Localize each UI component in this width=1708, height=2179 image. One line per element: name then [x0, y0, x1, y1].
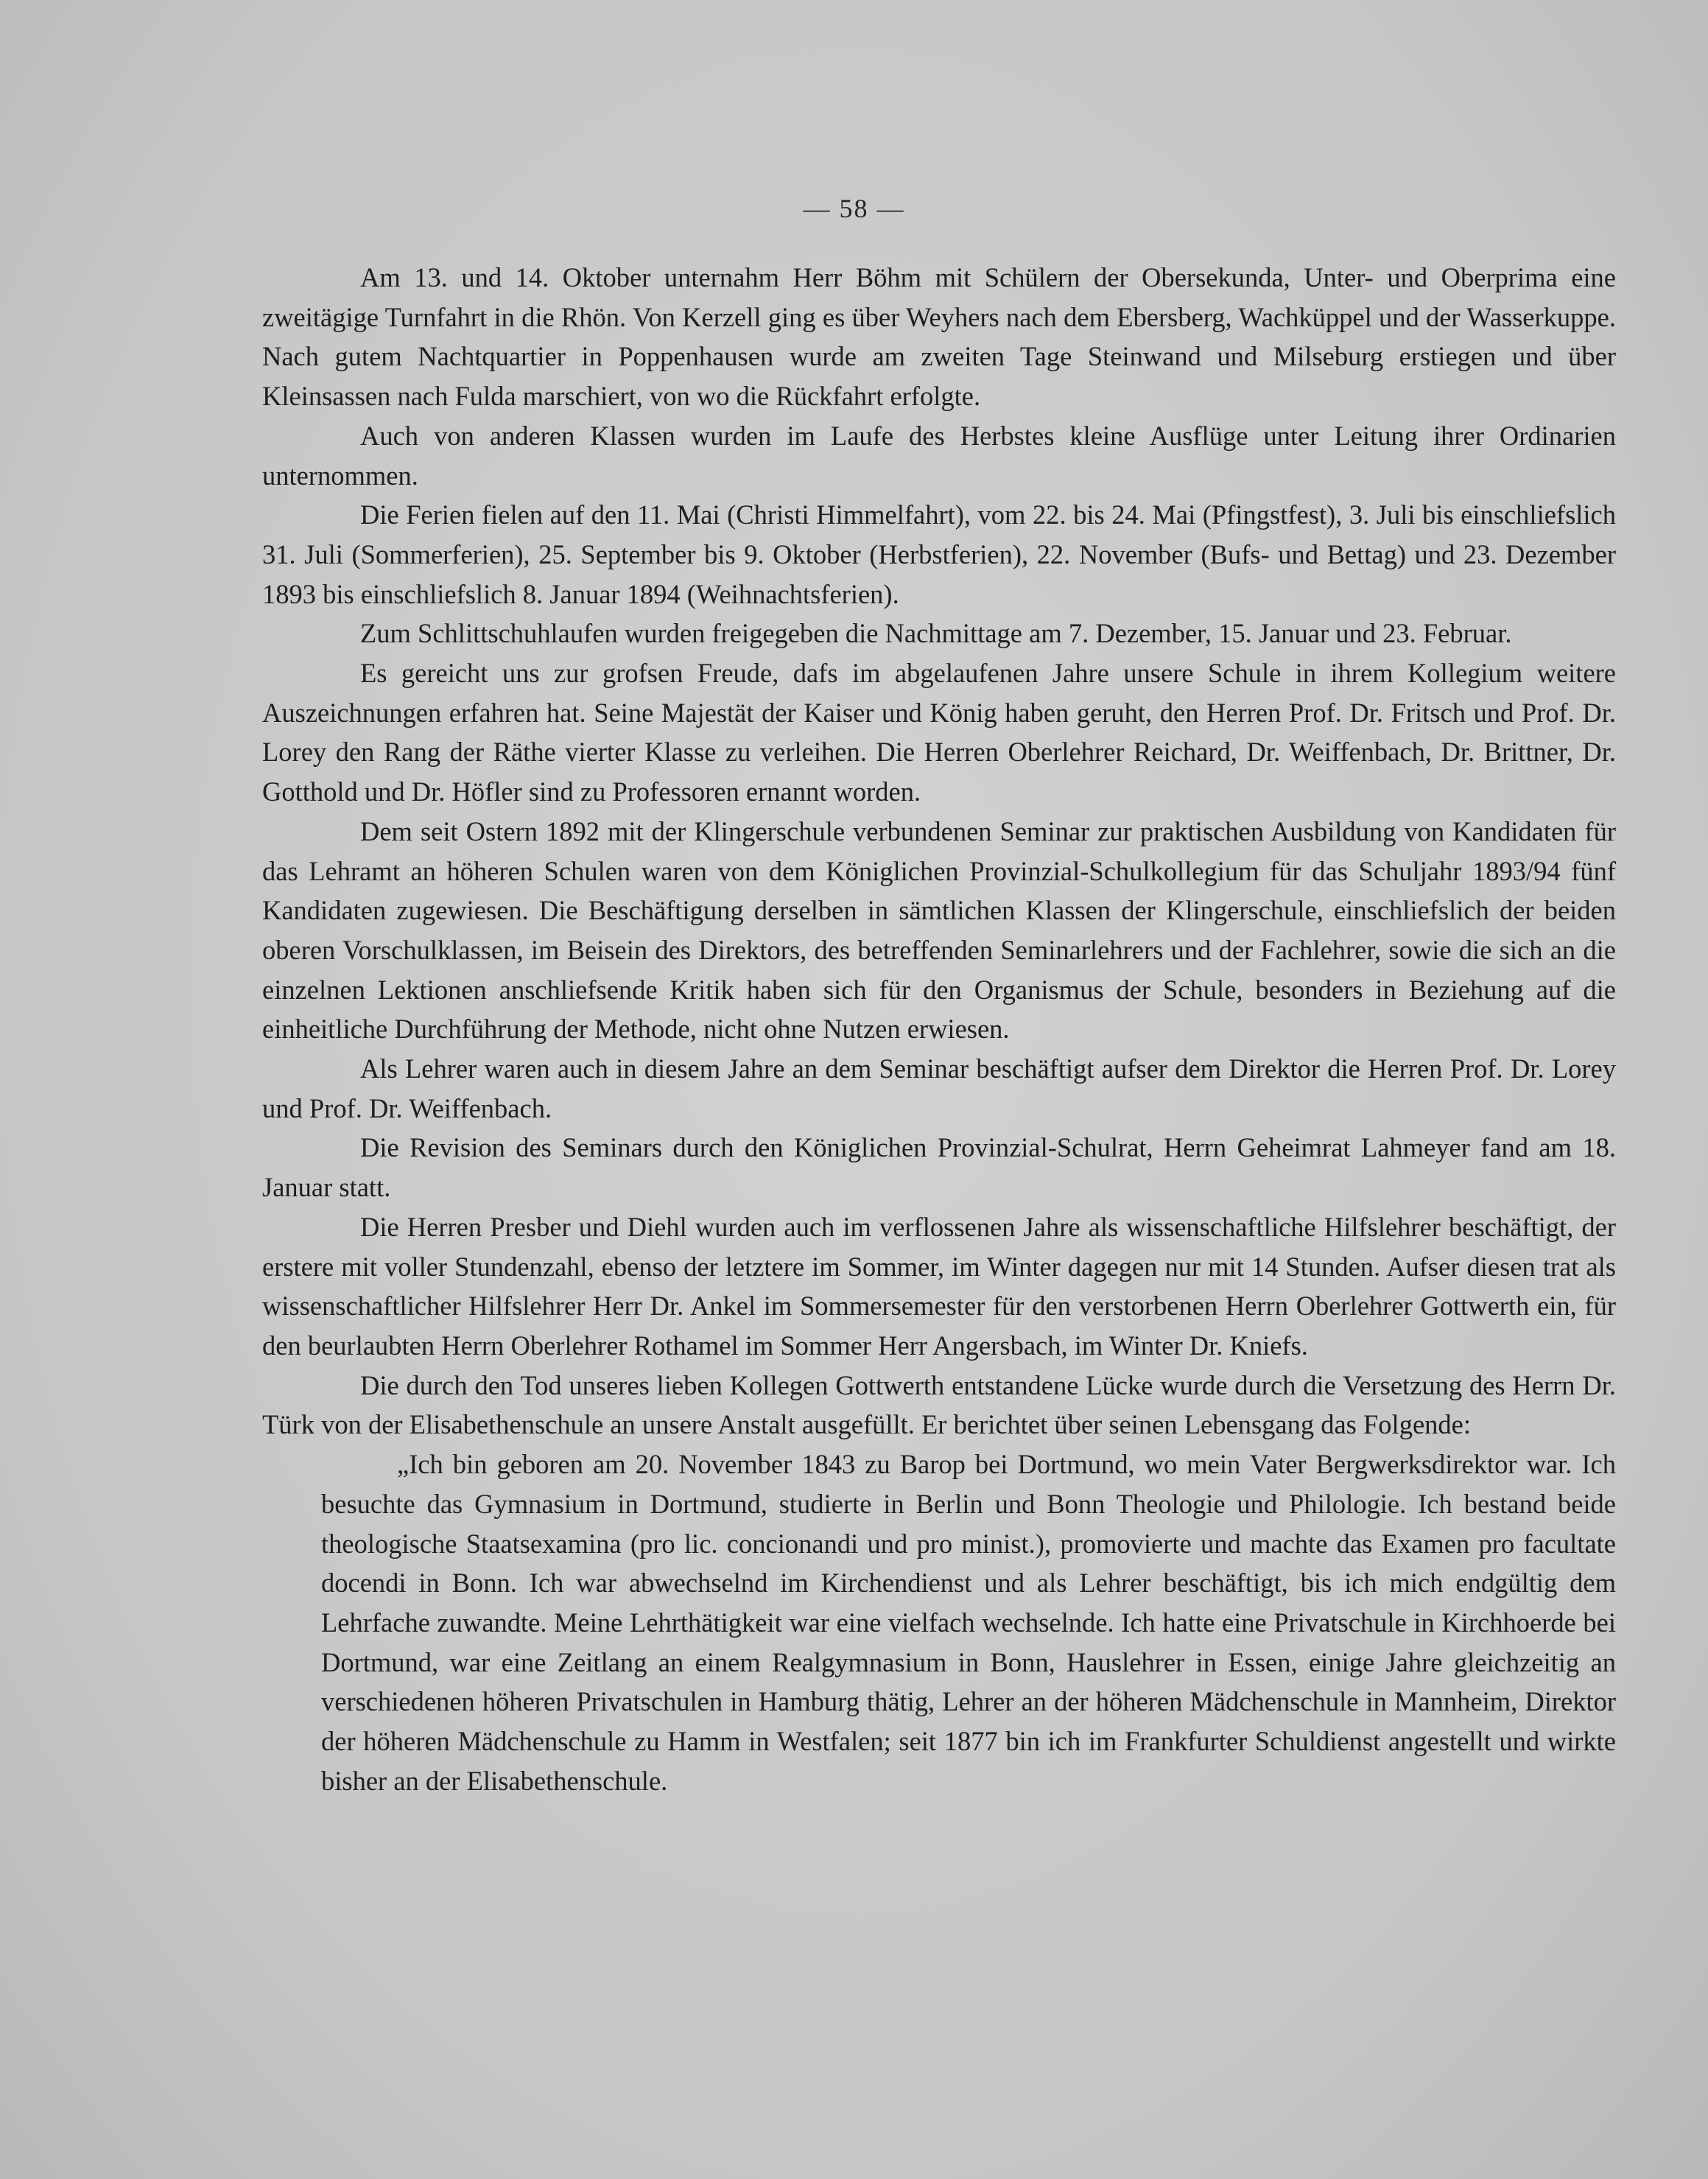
paragraph-versetzung: Die durch den Tod unseres lieben Kollegen Gottwerth entstandene Lücke wurde durch die Versetzung des Herrn Dr. Türk von der Elisabethenschule an unsere Anstalt ausgefüllt. Er berichtet über seinen Lebensgang das Folgende: — [262, 1369, 1616, 1440]
body-text — [262, 258, 1616, 1800]
paragraph-lebensgang-quote: „Ich bin geboren am 20. November 1843 zu Barop bei Dortmund, wo mein Vater Bergwerksdirektor war. Ich besuchte das Gymnasium in Dortmund, studierte in Berlin und Bonn Theologie und Philologie. Ich bestand beide theologische Staatsexamina (pro lic. concionandi und pro minist.), promovierte und machte das Examen pro facultate docendi in Bonn. Ich war abwechselnd im Kirchendienst und als Lehrer beschäftigt, bis ich mich endgültig dem Lehrfache zuwandte. Meine Lehrthätigkeit war eine vielfach wechselnde. Ich hatte eine Privatschule in Kirchhoerde bei Dortmund, war eine Zeitlang an einem Realgymnasium in Bonn, Hauslehrer in Essen, einige Jahre gleichzeitig an verschiedenen höheren Privatschulen in Hamburg thätig, Lehrer an der höheren Mädchenschule in Mannheim, Direktor der höheren Mädchenschule zu Hamm in Westfalen; seit 1877 bin ich im Frankfurter Schuldienst angestellt und wirkte bisher an der Elisabethenschule. — [321, 1449, 1616, 1796]
page-number: — 58 — — [803, 194, 905, 223]
paragraph-revision: Die Revision des Seminars durch den Königlichen Provinzial-Schulrat, Herrn Geheimrat Lahmeyer fand am 18. Januar statt. — [262, 1132, 1616, 1203]
paragraph-schlittschuh: Zum Schlittschuhlaufen wurden freigegeben die Nachmittage am 7. Dezember, 15. Januar und 23. Februar. — [360, 618, 1512, 649]
paragraph-ferien: Die Ferien fielen auf den 11. Mai (Christi Himmelfahrt), vom 22. bis 24. Mai (Pfingstfest), 3. Juli bis einschliefslich 31. Juli (Sommerferien), 25. September bis 9. Oktober (Herbstferien), 22. November (Bufs- und Bettag) und 23. Dezember 1893 bis einschliefslich 8. Januar 1894 (Weihnachtsferien). — [262, 499, 1616, 609]
paragraph-turnfahrt: Am 13. und 14. Oktober unternahm Herr Böhm mit Schülern der Obersekunda, Unter- und Oberprima eine zweitägige Turnfahrt in die Rhön. Von Kerzell ging es über Weyhers nach dem Ebersberg, Wachküppel und der Wasserkuppe. Nach gutem Nachtquartier in Poppenhausen wurde am zweiten Tage Steinwand und Milseburg erstiegen und über Kleinsassen nach Fulda marschiert, von wo die Rückfahrt erfolgte. — [262, 262, 1616, 412]
paragraph-auszeichnungen: Es gereicht uns zur grofsen Freude, dafs im abgelaufenen Jahre unsere Schule in ihrem Kollegium weitere Auszeichnungen erfahren hat. Seine Majestät der Kaiser und König haben geruht, den Herren Prof. Dr. Fritsch und Prof. Dr. Lorey den Rang der Räthe vierter Klasse zu verleihen. Die Herren Oberlehrer Reichard, Dr. Weiffenbach, Dr. Brittner, Dr. Gotthold und Dr. Höfler sind zu Professoren ernannt worden. — [262, 658, 1616, 807]
paragraph-seminar: Dem seit Ostern 1892 mit der Klingerschule verbundenen Seminar zur praktischen Ausbildung von Kandidaten für das Lehramt an höheren Schulen waren von dem Königlichen Provinzial-Schulkollegium für das Schuljahr 1893/94 fünf Kandidaten zugewiesen. Die Beschäftigung derselben in sämtlichen Klassen der Klingerschule, einschliefslich der beiden oberen Vorschulklassen, im Beisein des Direktors, des betreffenden Seminarlehrers und der Fachlehrer, sowie die sich an die einzelnen Lektionen anschliefsende Kritik haben sich für den Organismus der Schule, besonders in Beziehung auf die einheitliche Durchführung der Methode, nicht ohne Nutzen erwiesen. — [262, 815, 1616, 1045]
paragraph-ausfluege: Auch von anderen Klassen wurden im Laufe des Herbstes kleine Ausflüge unter Leitung ihrer Ordinarien unternommen. — [262, 420, 1616, 491]
paragraph-hilfslehrer: Die Herren Presber und Diehl wurden auch im verflossenen Jahre als wissenschaftliche Hilfslehrer beschäftigt, der erstere mit voller Stundenzahl, ebenso der letztere im Sommer, im Winter dagegen nur mit 14 Stunden. Aufser diesen trat als wissenschaftlicher Hilfslehrer Herr Dr. Ankel im Sommersemester für den verstorbenen Herrn Oberlehrer Gottwerth ein, für den beurlaubten Herrn Oberlehrer Rothamel im Sommer Herr Angersbach, im Winter Dr. Kniefs. — [262, 1211, 1616, 1361]
paragraph-seminar-lehrer: Als Lehrer waren auch in diesem Jahre an dem Seminar beschäftigt aufser dem Direktor die Herren Prof. Dr. Lorey und Prof. Dr. Weiffenbach. — [262, 1053, 1616, 1123]
